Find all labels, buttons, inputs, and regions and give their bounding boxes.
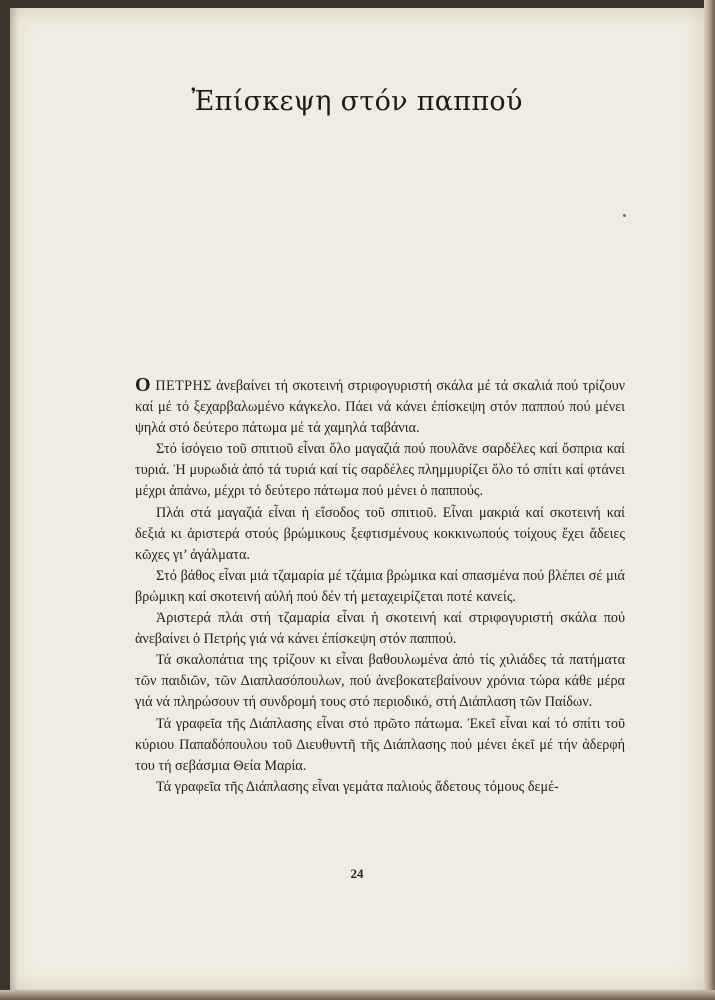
paragraph-6: Τά σκαλοπάτια της τρίζουν κι εἶναι βαθουλωμένα ἀπό τίς χιλιάδες τά πατήματα τῶν παιδιῶν, τῶν Διαπλασόπουλων, πού ἀνεβοκατεβαίνουν χρόνια τώρα κάθε μέρα γιά νά πληρώσουν τή συνδρομή τους στό περιοδικό, στή Διάπλαση τῶν Παίδων.	[135, 652, 625, 711]
paragraph-4: Στό βάθος εἶναι μιά τζαμαρία μέ τζάμια βρώμικα καί σπασμένα πού βλέπει σέ μιά βρώμικη καί σκοτεινή αὐλή πού δέν τή μεταχειρίζεται ποτέ κανείς.	[135, 567, 625, 605]
paragraph-1-text: ἀνεβαίνει τή σκοτεινή στριφογυριστή σκάλα μέ τά σκαλιά πού τρίζουν καί μέ τό ξεχαρβαλωμένο κάγκελο. Πάει νά κάνει ἐπίσκεψη στόν παππού πού μένει ψηλά στό δεύτερο πάτωμα μέ τά χαμηλά ταβάνια.	[135, 378, 626, 437]
paper-speck	[623, 214, 626, 217]
opening-word: Ο	[135, 374, 152, 396]
paragraph-5: Ἀριστερά πλάι στή τζαμαρία εἶναι ἡ σκοτεινή καί στριφογυριστή σκάλα πού ἀνεβαίνει ὁ Πετρής γιά νά κάνει ἐπίσκεψη στόν παππού.	[135, 610, 625, 648]
body-text	[135, 375, 625, 798]
book-page	[10, 8, 704, 990]
page-edge-right	[704, 0, 715, 1000]
paragraph-1	[135, 375, 625, 439]
paragraph-3: Πλάι στά μαγαζιά εἶναι ἡ εἴσοδος τοῦ σπιτιοῦ. Εἶναι μακριά καί σκοτεινή καί δεξιά κι ἀριστερά στούς βρώμικους ξεφτισμένους κοκκινωπούς τοίχους ἔχει ἄδειες κῶχες γι’ ἀγάλματα.	[135, 504, 625, 563]
paragraph-8: Τά γραφεῖα τῆς Διάπλασης εἶναι γεμάτα παλιούς ἄδετους τόμους δεμέ-	[156, 778, 559, 795]
paragraph-7: Τά γραφεῖα τῆς Διάπλασης εἶναι στό πρῶτο πάτωμα. Ἐκεῖ εἶναι καί τό σπίτι τοῦ κύριου Παπαδόπουλου τοῦ Διευθυντῆ τῆς Διάπλασης πού μένει ἐκεῖ μέ τήν ἀδερφή του τή σεβάσμια Θεία Μαρία.	[135, 715, 625, 774]
opening-caps: ΠΕΤΡΗΣ	[155, 378, 212, 394]
page-number: 24	[350, 866, 364, 881]
chapter-title: Ἐπίσκεψη στόν παππού	[191, 86, 523, 117]
page-edge-bottom	[0, 990, 715, 1000]
paragraph-2: Στό ἰσόγειο τοῦ σπιτιοῦ εἶναι ὅλο μαγαζιά πού πουλᾶνε σαρδέλες καί ὄσπρια καί τυριά. Ἡ μυρωδιά ἀπό τά τυριά καί τίς σαρδέλες πλημμυρίζει ὅλο τό σπίτι καί φτάνει μέχρι ἀπάνω, μέχρι τό δεύτερο πάτωμα πού μένει ὁ παππούς.	[135, 441, 625, 500]
